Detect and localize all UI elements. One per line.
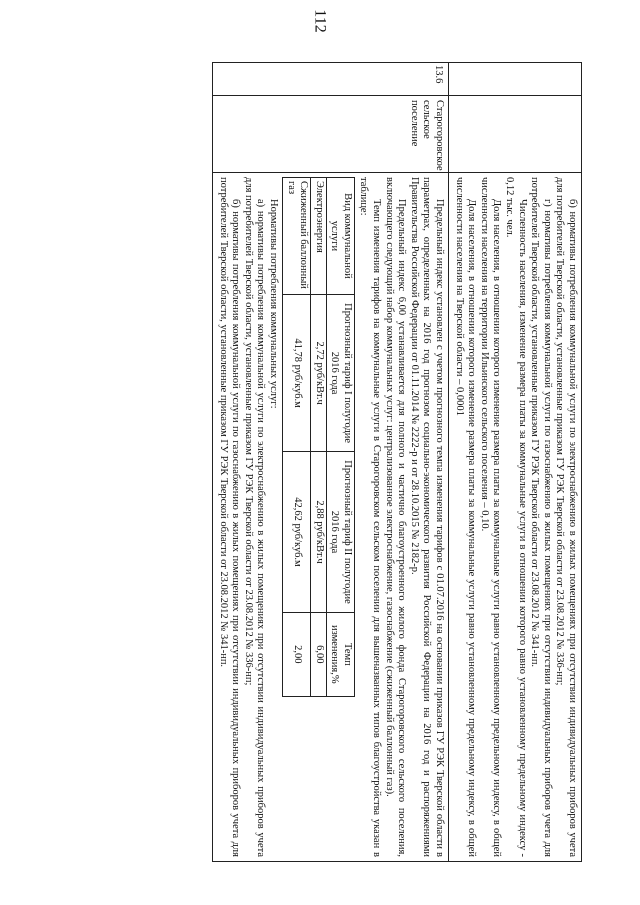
- tariff-table-row: [311, 178, 327, 697]
- tariff-h2: 2,88 руб/кВт.ч: [311, 452, 327, 612]
- content-paragraph: Темп изменения тарифов на коммунальные услуги в Старогоровском сельском поселении для вышеназванных типов благоустройства указан в таблице:: [358, 177, 383, 857]
- settlement-name-cell: Старогоровское сельское поселение: [212, 96, 448, 173]
- change-rate: 2,00: [282, 612, 310, 696]
- change-rate: 6,00: [311, 612, 327, 696]
- tariff-h1: 41,78 руб/куб.м: [282, 294, 310, 452]
- row-name-cell-empty: [449, 96, 582, 173]
- rotated-page-area: [62, 62, 582, 862]
- service-name: Сжиженный баллонный газ: [282, 178, 310, 295]
- service-name: Электроэнергия: [311, 178, 327, 295]
- row-number-cell-empty: [449, 63, 582, 96]
- header-tariff-h2: Прогнозный тариф II полугодие 2016 года: [326, 452, 354, 612]
- main-table: [212, 62, 582, 862]
- norm-paragraph: г) нормативы потребления коммунальной услуги по газоснабжению в жилых помещениях при отсутствии индивидуальных приборов учета для потребителей Тверской области, установленные приказом ГУ РЭК Тверской области от 23.08.2012 № 341-нп.: [529, 177, 553, 857]
- table-row-settlement: [212, 63, 448, 862]
- settlement-content-cell: [212, 173, 448, 862]
- norm-paragraph: а) нормативы потребления коммунальной услуги по электроснабжению в жилых помещениях при отсутствии индивидуальных приборов учета для потребителей Тверской области, установленные приказом ГУ РЭК Тверской области от 23.08.2012 № 336-нп;: [242, 177, 267, 857]
- tariff-table-header-row: [326, 178, 354, 697]
- tariff-table-row: [282, 178, 310, 697]
- continuation-content-cell: [449, 173, 582, 862]
- content-paragraph: Предельный индекс установлен с учетом прогнозного темпа изменения тарифов с 01.07.2016 на основании приказов ГУ РЭК Тверской области в параметрах, определенных на 2016 год прогнозом социально-экономического развития Российской Федерации на 2016 год и распоряжениями Правительства Российской Федерации от 01.11.2014 № 2222-р и от 28.10.2015 № 2182-р.: [408, 177, 446, 857]
- header-change-rate: Темп изменения,%: [326, 612, 354, 696]
- table-row-continuation: [449, 63, 582, 862]
- tariff-table: [282, 177, 355, 697]
- tariff-h2: 42,62 руб/куб.м: [282, 452, 310, 612]
- header-tariff-h1: Прогнозный тариф I полугодие 2016 года: [326, 294, 354, 452]
- tariff-h1: 2,72 руб/кВт.ч: [311, 294, 327, 452]
- header-service: Вид коммунальной услуги: [326, 178, 354, 295]
- norms-heading: Нормативы потребления коммунальных услуг:: [267, 199, 279, 409]
- norm-paragraph: б) нормативы потребления коммунальной услуги по газоснабжению в жилых помещениях при отсутствии индивидуальных приборов учета для потребителей Тверской области, установленные приказом ГУ РЭК Тверской области от 23.08.2012 № 341-нп.: [217, 177, 242, 857]
- population-paragraph: Численность населения, изменение размера платы за коммунальные услуги в отношении которого равно установленному предельному индексу - 0,12 тыс. чел.: [504, 177, 528, 857]
- row-number-cell: 13.6: [212, 63, 448, 96]
- share-paragraph: Доля населения, в отношении которого изменение размера платы за коммунальные услуги равно установленному предельному индексу, в общей численности населения на территории Ильинского сельского поселения – 0,10.: [478, 177, 503, 857]
- rotated-table-container: [62, 62, 582, 862]
- page-number: 112: [312, 9, 329, 33]
- share-paragraph: Доля населения, в отношении которого изменение размера платы за коммунальные услуги равно установленному предельному индексу, в общей численности населения на Тверской области – 0,0001: [453, 177, 478, 857]
- norm-paragraph: б) нормативы потребления коммунальной услуги по электроснабжению в жилых помещениях при отсутствии индивидуальных приборов учета для потребителей Тверской области, установленные приказом ГУ РЭК Тверской области от 23.08.2012 № 336-нп;: [554, 177, 578, 857]
- content-paragraph: Предельный индекс 6,00 устанавливается для полного и частично благоустроенного жилого фонда Старогоровского сельского поселения, включающего следующий набор коммунальных услуг: централизованное электроснабжение, газоснабжение (сжиженный баллонный газ).: [383, 177, 408, 857]
